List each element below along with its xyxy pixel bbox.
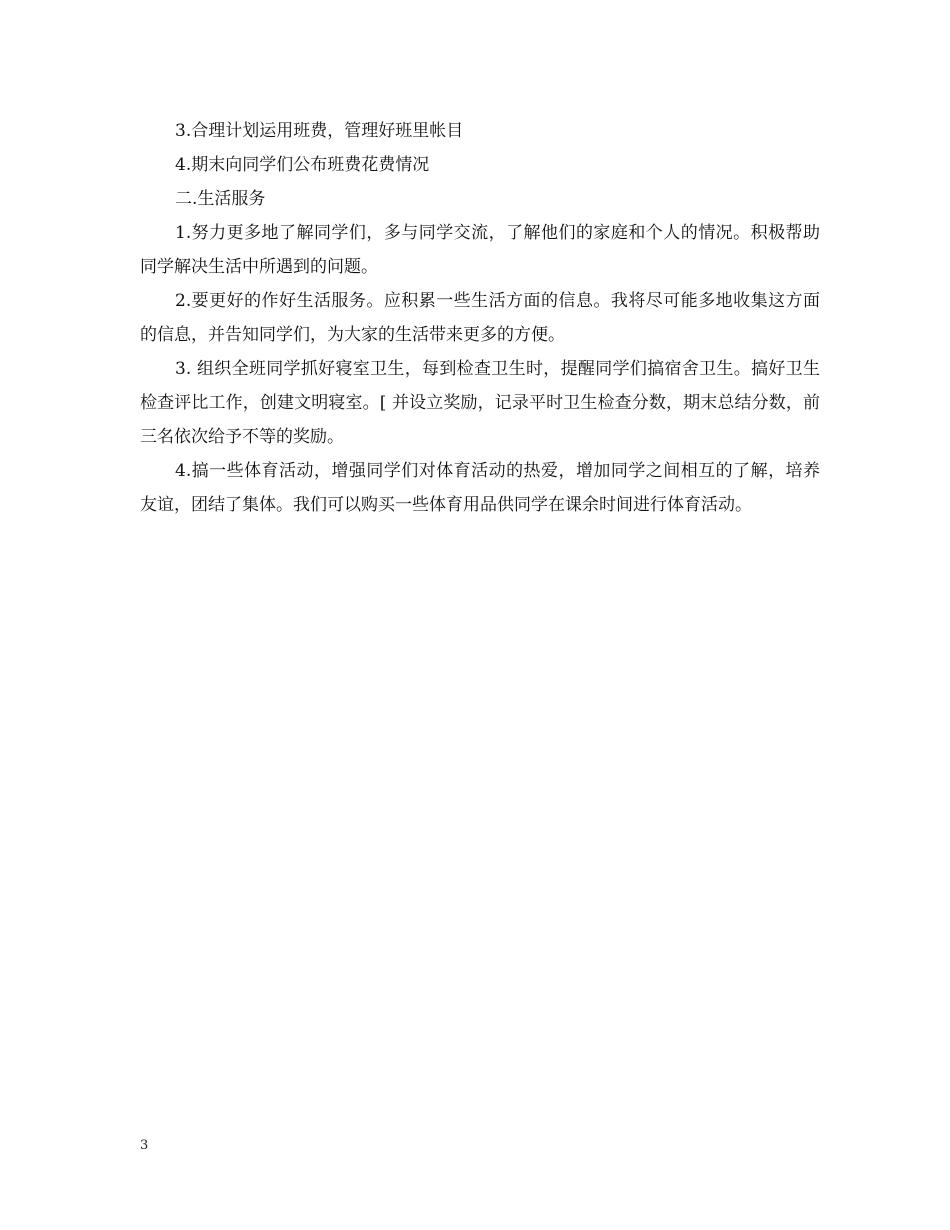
page-number: 3 <box>140 1138 149 1153</box>
paragraph-budget-plan: 3.合理计划运用班费，管理好班里帐目 <box>175 121 464 141</box>
paragraph-sports-activities: 4.搞一些体育活动，增强同学们对体育活动的热爱，增加同学之间相互的了解，培养友谊，团结了集体。我们可以购买一些体育用品供同学在课余时间进行体育活动。 <box>140 461 820 515</box>
paragraph-understand-classmates: 1.努力更多地了解同学们，多与同学交流，了解他们的家庭和个人的情况。积极帮助同学解决生活中所遇到的问题。 <box>140 223 820 277</box>
section-heading-life-service: 二.生活服务 <box>175 189 266 209</box>
document-body <box>140 114 820 522</box>
paragraph-budget-report: 4.期末向同学们公布班费花费情况 <box>175 155 430 175</box>
paragraph-life-information: 2.要更好的作好生活服务。应积累一些生活方面的信息。我将尽可能多地收集这方面的信息，并告知同学们，为大家的生活带来更多的方便。 <box>140 291 820 345</box>
paragraph-dorm-hygiene: 3. 组织全班同学抓好寝室卫生，每到检查卫生时，提醒同学们搞宿舍卫生。搞好卫生检查评比工作，创建文明寝室。[ 并设立奖励，记录平时卫生检查分数，期末总结分数，前三名依次给予不等的奖励。 <box>140 359 820 447</box>
